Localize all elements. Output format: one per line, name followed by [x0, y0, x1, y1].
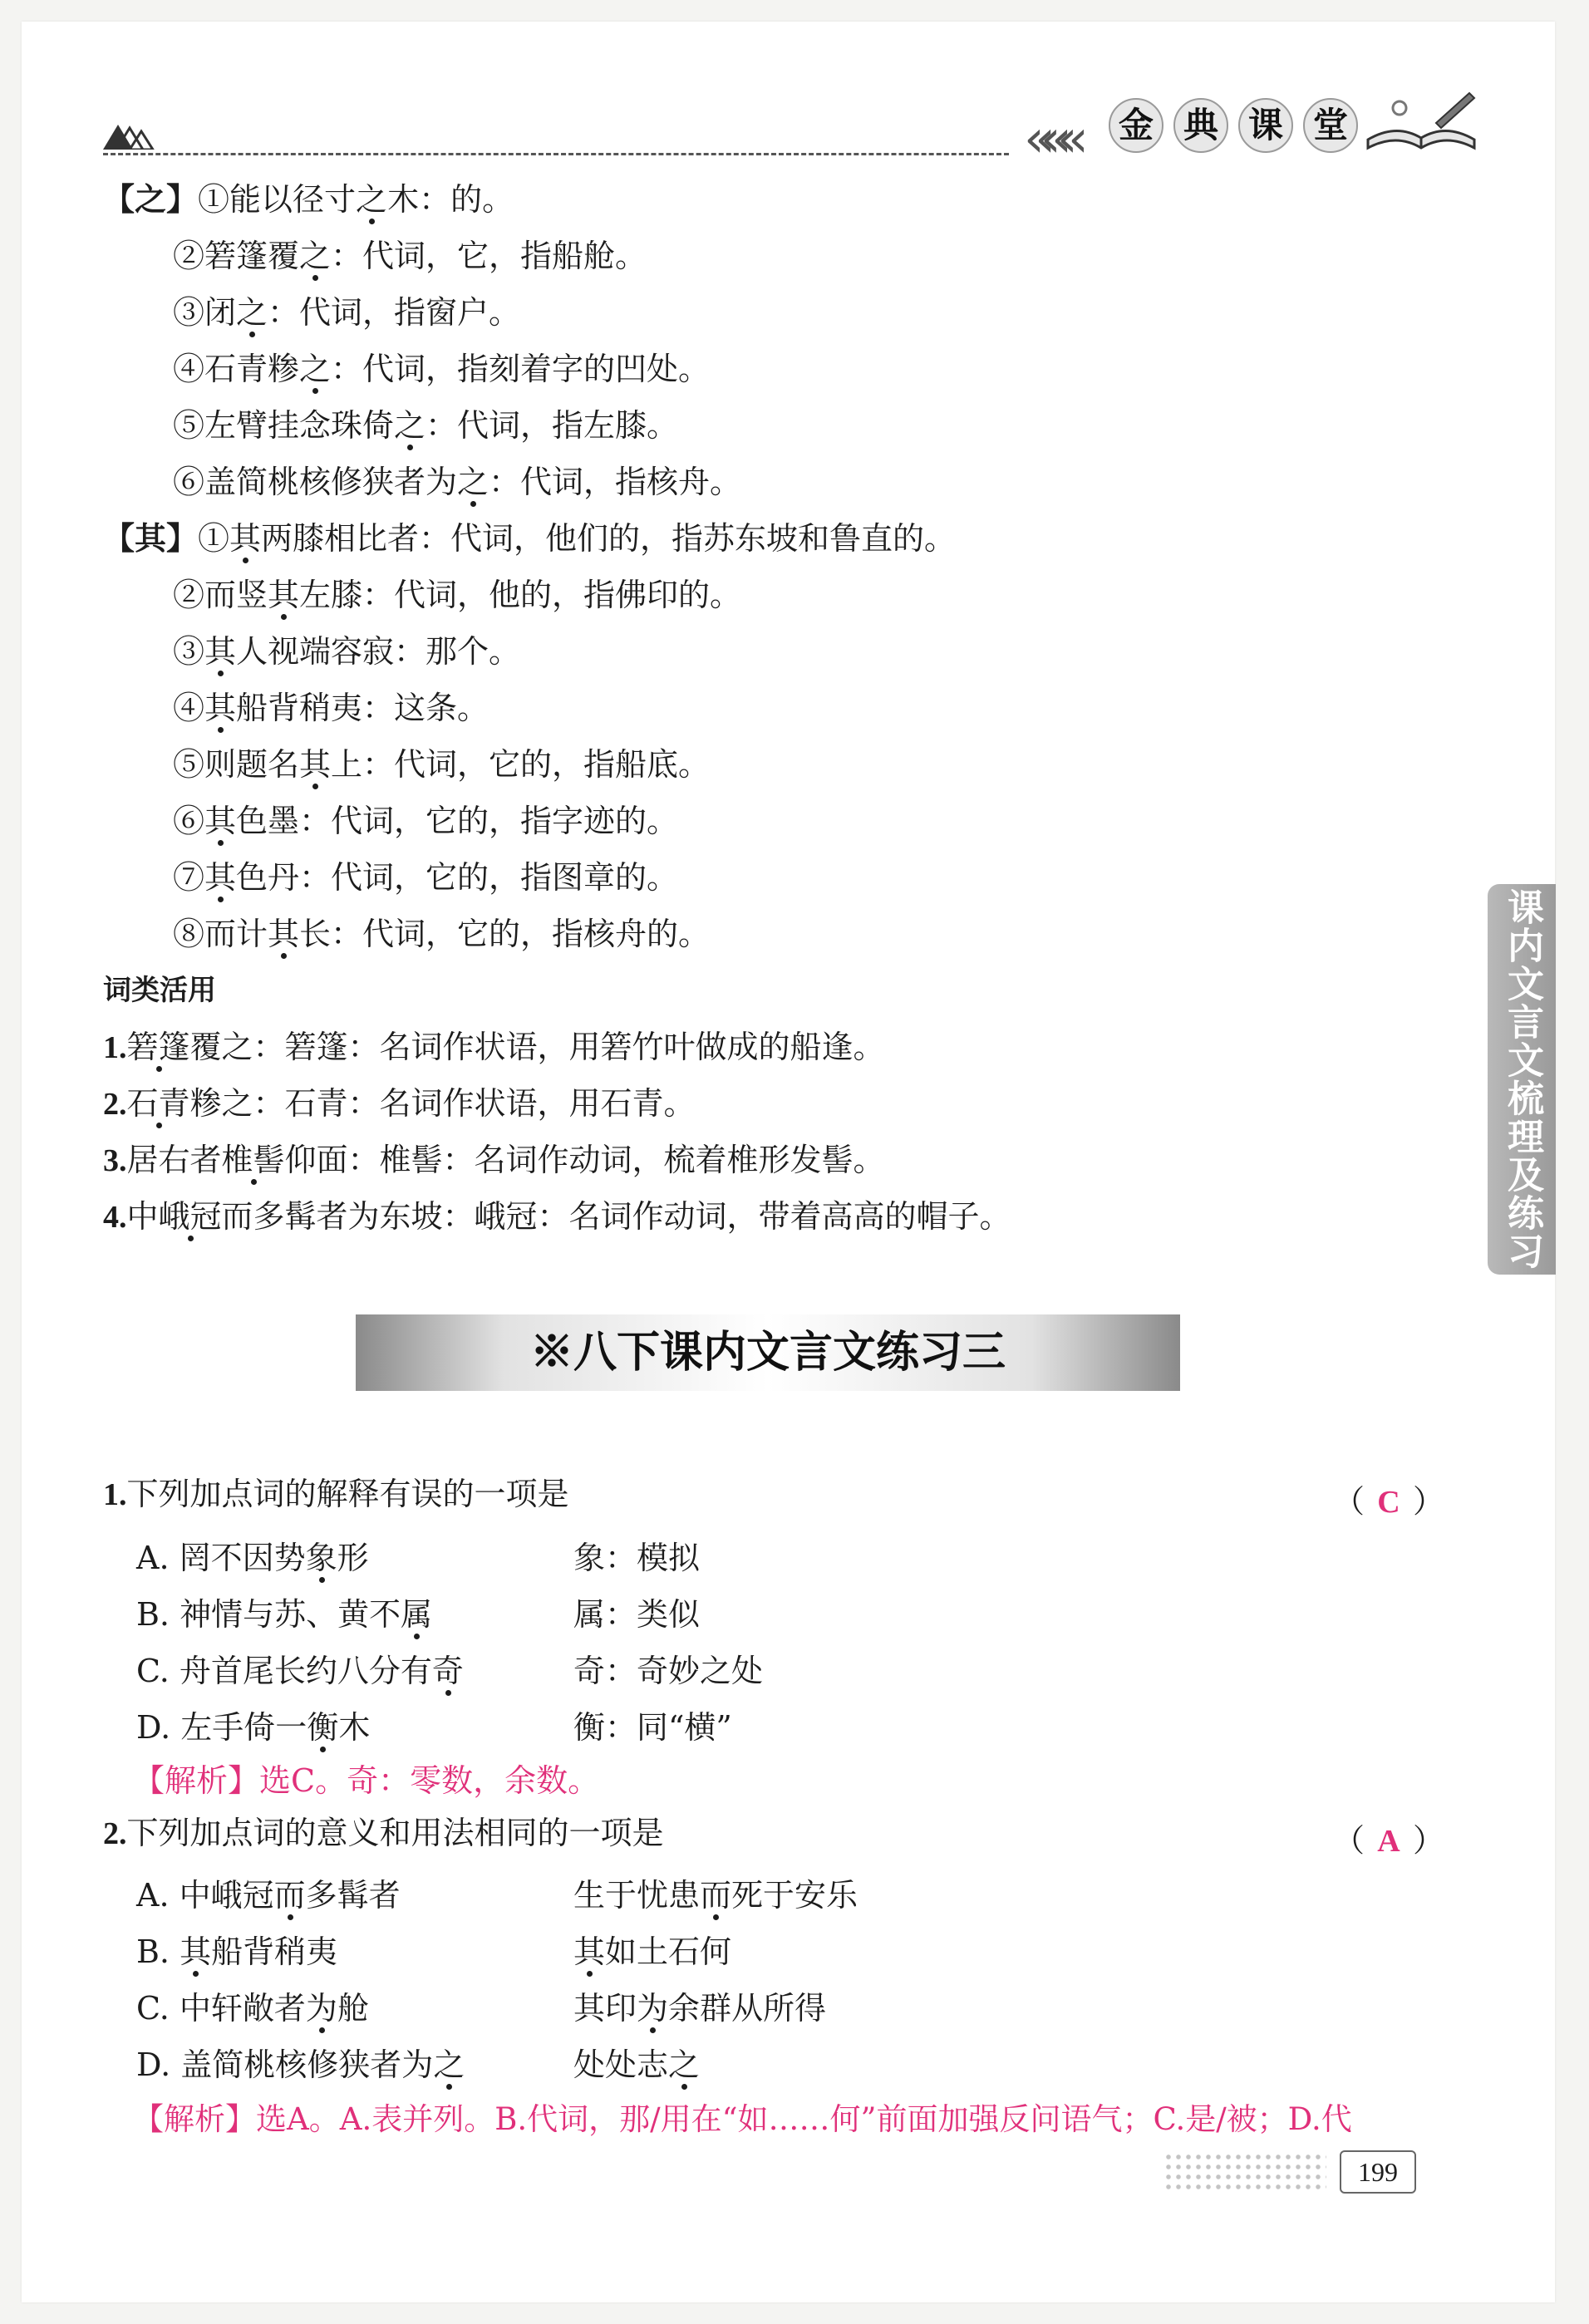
item-text: 左膝：代词，他的，指佛印的。	[299, 577, 742, 613]
qi-section	[103, 510, 956, 962]
option-label: C.	[136, 1653, 170, 1689]
item-text: 箬篷覆	[204, 238, 300, 274]
zhi-item	[103, 284, 741, 341]
question-1-answer	[1333, 1476, 1444, 1521]
item-text: 糁之：石青：名词作状语，用石青。	[189, 1085, 696, 1122]
item-number: ⑤	[173, 746, 205, 783]
dotted-word: 其	[204, 633, 237, 670]
dotted-word: 而	[273, 1877, 306, 1914]
option-text: 死于安乐	[731, 1877, 858, 1914]
item-number: ③	[173, 294, 205, 331]
item-text: 上：代词，它的，指船底。	[331, 746, 711, 783]
item-text: ：代词，它，指船舱。	[331, 238, 647, 274]
dotted-word: 为	[637, 1990, 669, 2027]
option-text: 木	[338, 1709, 371, 1746]
qi-item	[103, 510, 956, 567]
item-text: 人视端容寂：那个。	[236, 633, 521, 670]
q2-option-d-right	[573, 2039, 700, 2085]
item-text: 色丹：代词，它的，指图章的。	[236, 859, 679, 896]
dotted-word: 之	[356, 181, 388, 218]
dotted-word: 之	[668, 2046, 701, 2083]
item-text: 居右者	[126, 1142, 222, 1178]
header-brand	[1109, 98, 1358, 153]
item-number: ⑦	[173, 859, 205, 896]
item-number: ⑧	[173, 916, 205, 952]
q1-option-d	[136, 1702, 370, 1747]
item-text: 长：代词，它的，指核舟的。	[299, 916, 711, 952]
qi-item	[103, 849, 956, 906]
item-number: 2.	[103, 1087, 127, 1122]
item-text: 能以径寸	[229, 181, 357, 218]
item-number: ①	[198, 520, 230, 557]
cilei-item	[103, 1019, 1011, 1075]
q1-option-b	[136, 1589, 432, 1634]
item-number: ③	[173, 633, 205, 670]
dotted-word: 而	[700, 1877, 732, 1914]
option-label: B.	[136, 1596, 170, 1633]
question-text: 下列加点词的解释有误的一项是	[126, 1476, 569, 1512]
zhi-item	[103, 454, 741, 510]
option-text: 生于忧患	[573, 1877, 701, 1914]
open-book-pen-icon	[1363, 86, 1479, 156]
item-number: ②	[173, 577, 205, 613]
option-text: 多髯者	[305, 1877, 401, 1914]
option-text: 左手倚一	[180, 1709, 307, 1746]
q1-option-d-gloss: 衡：同“横”	[573, 1709, 732, 1746]
brand-char: 典	[1173, 98, 1228, 153]
option-label: D.	[136, 1709, 171, 1746]
q1-option-b-gloss: 属：类似	[573, 1596, 701, 1633]
q1-option-a	[136, 1532, 369, 1578]
dotted-word: 其	[180, 1933, 212, 1970]
q2-option-a	[136, 1870, 401, 1915]
item-number: 1.	[103, 1030, 127, 1065]
q1-option-c	[136, 1645, 464, 1691]
item-number: 4.	[103, 1200, 127, 1235]
item-number: ⑥	[173, 803, 205, 839]
option-label: D.	[136, 2046, 171, 2083]
qi-item	[103, 793, 956, 849]
option-text: 神情与苏、黄不	[180, 1596, 401, 1633]
option-text: 盖简桃核修狭者为	[180, 2046, 434, 2083]
option-label: A.	[136, 1540, 170, 1576]
exercise-banner-title: ※八下课内文言文练习三	[356, 1314, 1180, 1391]
paren-open: （	[1333, 1824, 1365, 1859]
q2-option-d	[136, 2039, 465, 2085]
qi-label: 【其】	[103, 519, 199, 557]
option-text: 中峨冠	[179, 1877, 274, 1914]
q2-option-b	[136, 1926, 337, 1972]
option-text: 舟首尾长约八分有	[179, 1653, 432, 1689]
dotted-word: 其	[299, 746, 332, 783]
dotted-word: 其	[204, 803, 237, 839]
option-text: 处处志	[573, 2046, 669, 2083]
zhi-item	[103, 171, 741, 228]
item-text: 而多髯者为东坡：峨冠：名词作动词，带着高高的帽子。	[221, 1198, 1011, 1235]
side-section-tab: 课内文言文梳理及练习	[1488, 884, 1556, 1275]
q2-explanation: 【解析】选A。A.表并列。B.代词，那/用在“如……何”前面加强反问语气；C.是/被；D.代	[133, 2101, 1352, 2137]
dotted-word: 之	[299, 351, 332, 387]
dotted-word: 其	[204, 690, 237, 726]
dotted-word: 之	[394, 407, 426, 444]
option-text: 舱	[337, 1990, 369, 2027]
answer-letter: C	[1377, 1485, 1400, 1520]
item-text: 船背稍夷：这条。	[236, 690, 489, 726]
dotted-word: 之	[433, 2046, 465, 2083]
answer-letter: A	[1377, 1824, 1400, 1859]
option-text: 余群从所得	[668, 1990, 827, 2027]
item-text: 仰面：椎髻：名词作动词，梳着椎形发髻。	[284, 1142, 885, 1178]
question-number: 2.	[103, 1816, 127, 1851]
dotted-word: 之	[299, 238, 332, 274]
dotted-word: 其	[229, 520, 262, 557]
item-number: ④	[173, 351, 205, 387]
item-number: ②	[173, 238, 205, 274]
question-number: 1.	[103, 1477, 127, 1512]
zhi-label: 【之】	[103, 180, 199, 218]
footer-dot-pattern	[1163, 2152, 1326, 2190]
item-text: 两膝相比者：代词，他们的，指苏东坡和鲁直的。	[261, 520, 957, 557]
q2-option-c-right	[573, 1983, 826, 2028]
option-label: A.	[136, 1877, 170, 1914]
dotted-word: 奇	[431, 1653, 464, 1689]
q2-option-a-right	[573, 1870, 858, 1915]
dotted-word: 石青	[126, 1085, 190, 1122]
item-text: 覆之：箬篷：名词作状语，用箬竹叶做成的船逢。	[189, 1029, 885, 1065]
dotted-word: 其	[573, 1933, 606, 1970]
dotted-word: 为	[305, 1990, 337, 2027]
item-number: 3.	[103, 1143, 127, 1178]
header-dashed-rule	[103, 153, 1009, 155]
item-text: ：代词，指左膝。	[426, 407, 679, 444]
option-text: 其印	[573, 1990, 637, 2027]
item-text: 则题名	[204, 746, 300, 783]
cilei-title: 词类活用	[103, 974, 216, 1007]
option-label: B.	[136, 1933, 170, 1970]
item-number: ⑤	[173, 407, 205, 444]
question-2-stem	[103, 1805, 664, 1862]
cilei-item	[103, 1075, 1011, 1132]
question-1-stem	[103, 1466, 569, 1523]
qi-item	[103, 567, 956, 623]
header-triangle-icon	[103, 121, 161, 150]
dotted-word: 峨冠	[158, 1198, 222, 1235]
brand-char: 金	[1109, 98, 1163, 153]
dotted-word: 属	[401, 1596, 433, 1633]
item-text: 色墨：代词，它的，指字迹的。	[236, 803, 679, 839]
item-text: 闭	[204, 294, 237, 331]
cilei-section	[103, 962, 1011, 1245]
item-text: 中	[126, 1198, 159, 1235]
item-text: 盖简桃核修狭者为	[204, 464, 458, 500]
item-number: ①	[198, 181, 230, 218]
cilei-item	[103, 1188, 1011, 1245]
item-text: 石青糁	[204, 351, 300, 387]
brand-char: 课	[1238, 98, 1293, 153]
dotted-word: 椎髻	[221, 1142, 285, 1178]
q1-explanation: 【解析】选C。奇：零数，余数。	[133, 1762, 600, 1799]
dotted-word: 衡	[307, 1709, 339, 1746]
zhi-item	[103, 228, 741, 284]
qi-item	[103, 906, 956, 962]
q1-option-a-gloss: 象：模拟	[573, 1540, 701, 1576]
zhi-section	[103, 171, 741, 510]
header-chevrons-icon: «««	[1024, 108, 1074, 169]
paren-close: ）	[1413, 1824, 1445, 1859]
dotted-word: 其	[268, 577, 300, 613]
zhi-item	[103, 397, 741, 454]
item-text: 而竖	[204, 577, 268, 613]
item-text: 木：的。	[387, 181, 514, 218]
paren-close: ）	[1413, 1485, 1445, 1520]
item-number: ⑥	[173, 464, 205, 500]
q2-option-c	[136, 1983, 369, 2028]
question-2-answer	[1333, 1815, 1444, 1860]
qi-item	[103, 680, 956, 736]
dotted-word: 箬篷	[126, 1029, 190, 1065]
option-text: 中轩敞者	[179, 1990, 306, 2027]
page-number: 199	[1340, 2150, 1416, 2194]
cilei-item	[103, 1132, 1011, 1188]
item-text: 而计	[204, 916, 268, 952]
option-text: 形	[337, 1540, 369, 1576]
qi-item	[103, 623, 956, 680]
dotted-word: 之	[457, 464, 489, 500]
q2-option-b-right	[573, 1926, 731, 1972]
option-text: 如土石何	[605, 1933, 732, 1970]
option-text: 罔不因势	[179, 1540, 306, 1576]
item-number: ④	[173, 690, 205, 726]
item-text: 左臂挂念珠倚	[204, 407, 395, 444]
dotted-word: 其	[268, 916, 300, 952]
dotted-word: 象	[305, 1540, 337, 1576]
paren-open: （	[1333, 1485, 1365, 1520]
item-text: ：代词，指刻着字的凹处。	[331, 351, 711, 387]
item-text: ：代词，指窗户。	[268, 294, 521, 331]
question-text: 下列加点词的意义和用法相同的一项是	[126, 1815, 664, 1851]
dotted-word: 之	[236, 294, 268, 331]
qi-item	[103, 736, 956, 793]
option-label: C.	[136, 1990, 170, 2027]
dotted-word: 其	[204, 859, 237, 896]
item-text: ：代词，指核舟。	[489, 464, 742, 500]
zhi-item	[103, 341, 741, 397]
option-text: 船背稍夷	[211, 1933, 338, 1970]
brand-char: 堂	[1303, 98, 1358, 153]
q1-option-c-gloss: 奇：奇妙之处	[573, 1653, 764, 1689]
